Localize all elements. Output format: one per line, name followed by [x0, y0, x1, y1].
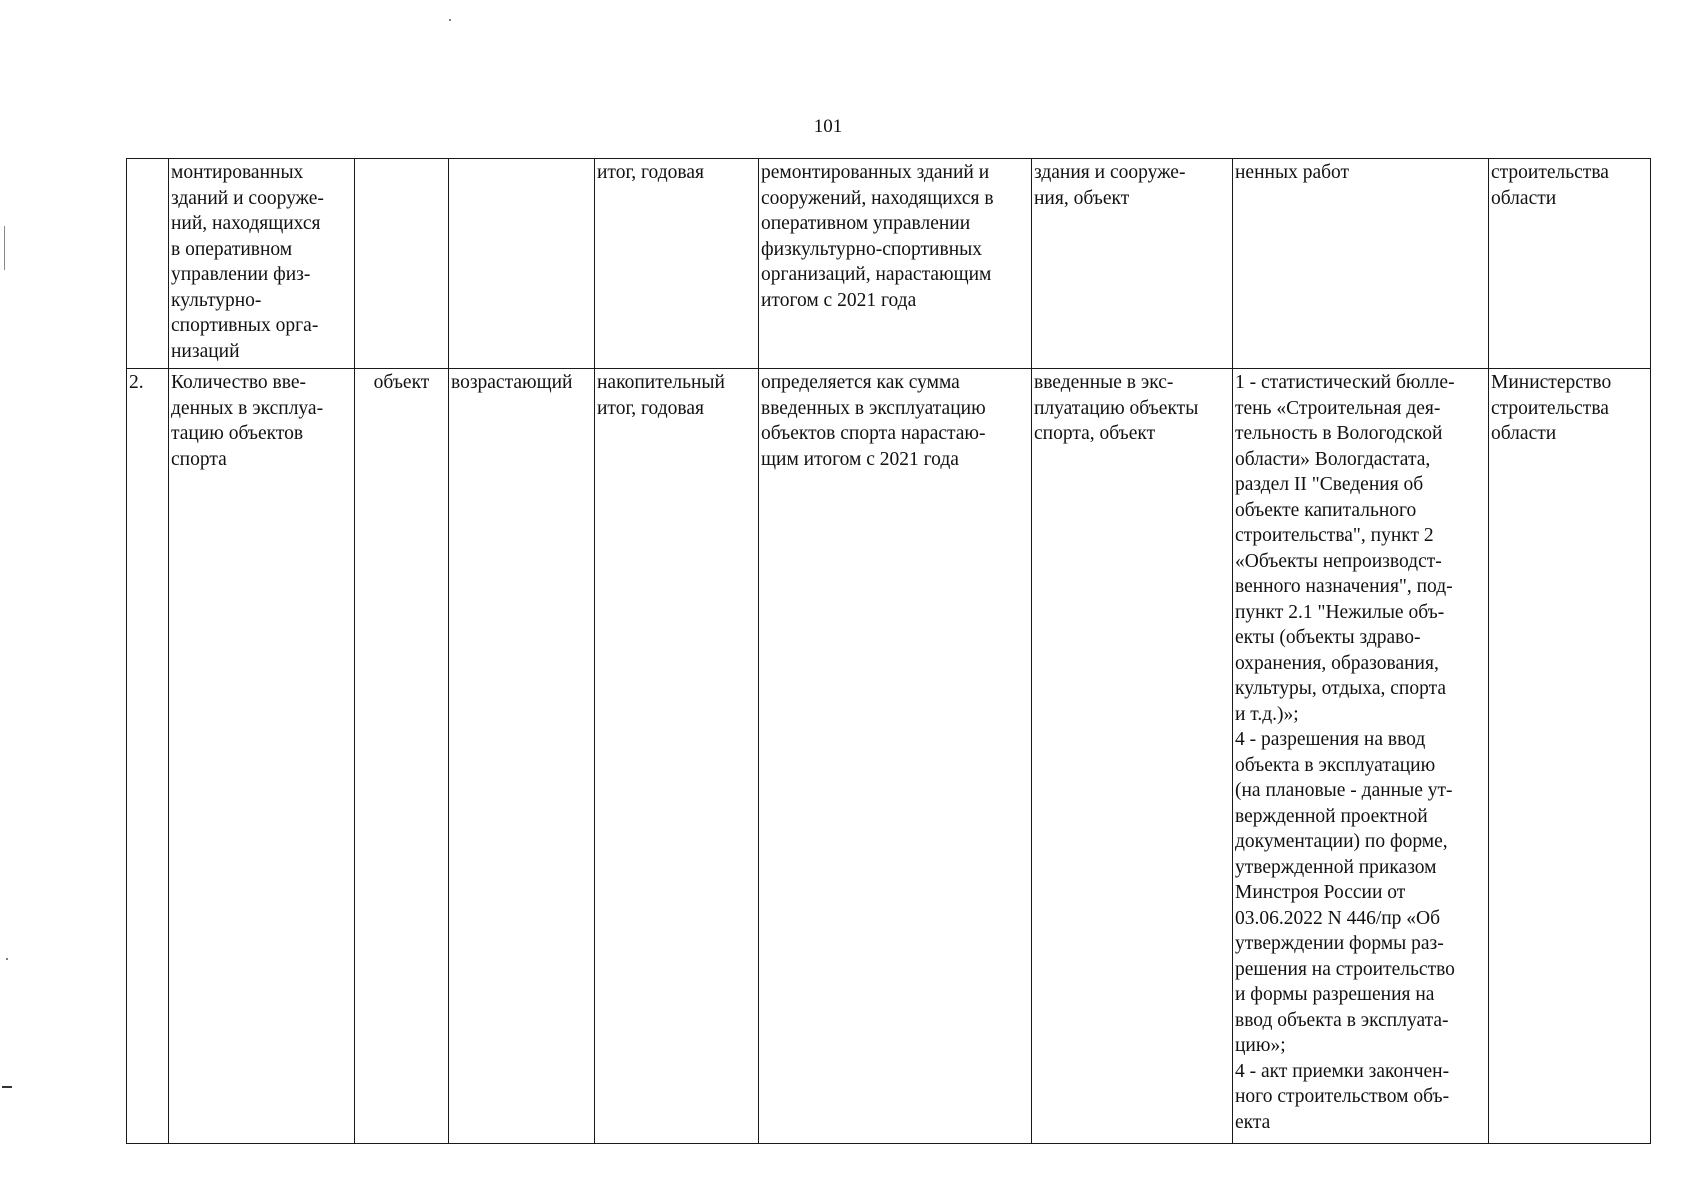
indicator-table [126, 158, 1651, 1144]
scan-speck [6, 958, 8, 960]
page-number: 101 [813, 116, 843, 137]
cell-source: 1 - статистический бюлле- тень «Строительная дея- тельность в Вологодской области» Вологдастата, раздел II "Сведения об объекте капитального строительства", пункт 2 «Объекты непроизводст- венного назначения", под- пункт 2.1 "Нежилые объ- екты (объекты здраво- охранения, образования, культуры, отдыха, спорта и т.д.)»; 4 - разрешения на ввод объекта в эксплуатацию (на плановые - данные ут- вержденной проектной документации) по форме, утвержденной приказом Минстроя России от 03.06.2022 N 446/пр «Об утверждении формы раз- решения на строительство и формы разрешения на ввод объекта в эксплуата- цию»; 4 - акт приемки закончен- ного строительством объ- екта [1233, 369, 1489, 1144]
cell-indicator-name: Количество вве- денных в эксплуа- тацию объектов спорта [169, 369, 355, 1144]
cell-dynamics: возрастающий [449, 369, 595, 1144]
cell-unit [355, 159, 449, 369]
scan-speck [449, 19, 451, 21]
cell-definition: ремонтированных зданий и сооружений, находящихся в оперативном управлении физкультурно-спортивных организаций, нарастающим итогом с 2021 года [759, 159, 1032, 369]
cell-calculation-method: итог, годовая [595, 159, 759, 369]
table-row [127, 159, 1651, 369]
cell-dynamics [449, 159, 595, 369]
cell-calculation-method: накопительный итог, годовая [595, 369, 759, 1144]
scan-edge-mark [4, 226, 5, 270]
cell-unit: объект [355, 369, 449, 1144]
cell-indicator-name: монтированных зданий и сооруже- ний, находящихся в оперативном управлении физ- культурно- спортивных орга- низаций [169, 159, 355, 369]
cell-number [127, 159, 169, 369]
cell-number: 2. [127, 369, 169, 1144]
scan-edge-mark [2, 1086, 12, 1088]
cell-definition: определяется как сумма введенных в эксплуатацию объектов спорта нарастаю- щим итогом с 2021 года [759, 369, 1032, 1144]
cell-basic-indicators: здания и сооруже- ния, объект [1032, 159, 1233, 369]
table-row [127, 369, 1651, 1144]
cell-source: ненных работ [1233, 159, 1489, 369]
cell-responsible: Министерство строительства области [1489, 369, 1651, 1144]
cell-basic-indicators: введенные в экс- плуатацию объекты спорта, объект [1032, 369, 1233, 1144]
cell-responsible: строительства области [1489, 159, 1651, 369]
